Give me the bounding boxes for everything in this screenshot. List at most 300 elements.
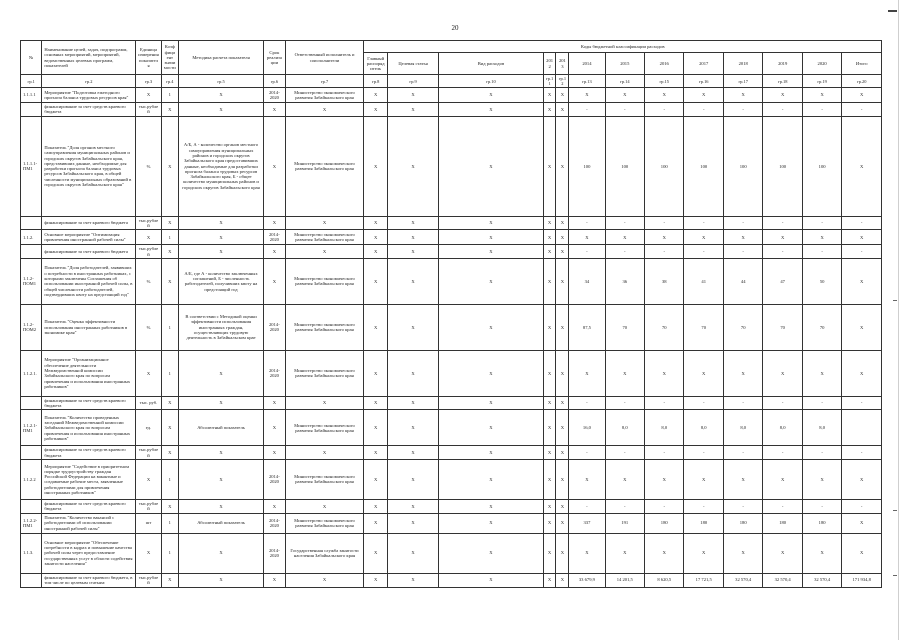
table-cell: X <box>439 513 544 533</box>
table-cell: X <box>364 103 387 117</box>
table-cell: X <box>387 245 438 259</box>
table-cell: X <box>556 350 569 396</box>
header-year: 2013 <box>556 53 569 75</box>
table-cell: 2014-2020 <box>264 88 285 103</box>
row-name: Основное мероприятие "Оптимизация привлечения иностранной рабочей силы" <box>42 230 136 245</box>
table-cell: X <box>161 499 178 513</box>
table-cell: 180 <box>802 513 841 533</box>
table-cell: X <box>364 513 387 533</box>
table-cell: X <box>763 350 802 396</box>
table-cell: X <box>723 88 762 103</box>
table-cell: - <box>684 245 723 259</box>
table-cell: X <box>556 116 569 216</box>
table-cell: X <box>178 88 263 103</box>
table-cell: X <box>723 533 762 573</box>
table-cell: X <box>605 459 644 499</box>
table-cell: X <box>264 116 285 216</box>
table-cell: X <box>556 533 569 573</box>
table-cell: 1 <box>161 533 178 573</box>
table-cell: - <box>684 216 723 230</box>
table-cell: X <box>543 258 556 304</box>
table-cell: - <box>842 396 882 410</box>
row-name: финансирование за счет краевого бюджета <box>42 245 136 259</box>
table-cell: - <box>605 216 644 230</box>
header-executor: Ответственный исполнитель и соисполнители <box>285 41 364 75</box>
table-cell: X <box>842 513 882 533</box>
program-table <box>20 40 882 588</box>
table-row <box>21 245 882 259</box>
table-cell: 41 <box>684 258 723 304</box>
header-year: 2014 <box>569 53 605 75</box>
row-code: 1.1.2.2 <box>21 459 42 499</box>
table-cell: X <box>556 396 569 410</box>
table-cell: X <box>556 499 569 513</box>
table-cell: 2014-2020 <box>264 230 285 245</box>
table-cell: X <box>285 396 364 410</box>
column-number: гр.18 <box>763 75 802 88</box>
table-cell: X <box>556 245 569 259</box>
table-cell: X <box>439 103 544 117</box>
column-number: гр.2 <box>42 75 136 88</box>
table-cell: X <box>439 396 544 410</box>
table-cell: X <box>543 245 556 259</box>
table-cell: X <box>763 88 802 103</box>
table-cell: X <box>543 350 556 396</box>
column-number: гр.20 <box>842 75 882 88</box>
table-cell: X <box>364 499 387 513</box>
table-cell: 14 201,5 <box>605 573 644 587</box>
table-cell: - <box>569 446 605 460</box>
table-cell: X <box>439 573 544 587</box>
table-row <box>21 88 882 103</box>
table-cell: X <box>136 533 162 573</box>
table-cell: 47 <box>763 258 802 304</box>
table-cell: X <box>285 216 364 230</box>
table-cell: - <box>763 216 802 230</box>
table-cell: - <box>605 446 644 460</box>
table-cell: X <box>763 459 802 499</box>
table-cell: 32 570,4 <box>723 573 762 587</box>
table-cell: - <box>802 499 841 513</box>
column-number: гр.10 <box>439 75 544 88</box>
table-cell: X <box>684 88 723 103</box>
table-cell: А/Б, А - количество органов местного самоуправления муниципальных районов и городских округов Забайкальского края предоставивших данные, необходимые для разработки прогноза баланса трудовых ресурсов Забайкальского края, Б - общее количество муниципальных районов и городских округов Забайкальского края <box>178 116 263 216</box>
table-cell: тыс.рублей <box>136 499 162 513</box>
row-code: 1.1.3. <box>21 533 42 573</box>
table-cell: X <box>543 499 556 513</box>
table-cell: 32 570,4 <box>802 573 841 587</box>
table-cell: 100 <box>605 116 644 216</box>
header-year: 2019 <box>763 53 802 75</box>
table-cell: X <box>605 88 644 103</box>
table-cell: X <box>439 350 544 396</box>
table-cell: - <box>569 245 605 259</box>
header-term: Срок реализации <box>264 41 285 75</box>
column-number: гр.4 <box>161 75 178 88</box>
table-row <box>21 116 882 216</box>
table-row <box>21 258 882 304</box>
table-cell: - <box>802 446 841 460</box>
table-cell: 70 <box>684 304 723 350</box>
table-cell: - <box>569 216 605 230</box>
table-cell: X <box>387 573 438 587</box>
row-code: 1.1.2-ПОМ2 <box>21 304 42 350</box>
table-cell: X <box>842 258 882 304</box>
column-number: гр.13 <box>569 75 605 88</box>
row-name: Показатель "Количество проведенных заседаний Межведомственной комиссии Забайкальского края по вопросам привлечения и использования иностранных работников" <box>42 410 136 446</box>
table-cell: X <box>439 230 544 245</box>
table-cell: X <box>178 216 263 230</box>
row-name: финансирование за счет средств краевого бюджета <box>42 396 136 410</box>
table-cell: Министерство экономического развития Забайкальского края <box>285 258 364 304</box>
table-cell: X <box>264 103 285 117</box>
table-cell: X <box>387 459 438 499</box>
table-cell: X <box>178 533 263 573</box>
table-cell: 1 <box>161 350 178 396</box>
table-cell: - <box>645 103 684 117</box>
row-name: Мероприятие "Организационное обеспечение деятельности Межведомственной комиссии Забайкальского края по вопросам привлечения и использования иностранных работников" <box>42 350 136 396</box>
table-cell: X <box>569 88 605 103</box>
row-code <box>21 573 42 587</box>
table-cell: - <box>763 103 802 117</box>
row-name: финансирование за счет краевого бюджета <box>42 216 136 230</box>
table-cell: 8 620,5 <box>645 573 684 587</box>
table-cell: X <box>178 446 263 460</box>
table-cell: - <box>763 245 802 259</box>
table-cell: X <box>136 88 162 103</box>
table-cell: X <box>364 350 387 396</box>
table-cell: 100 <box>723 116 762 216</box>
row-name: финансирование за счет средств краевого бюджета <box>42 446 136 460</box>
table-cell: - <box>723 499 762 513</box>
table-cell: X <box>556 230 569 245</box>
table-cell: X <box>556 573 569 587</box>
table-cell: X <box>723 350 762 396</box>
table-cell: X <box>802 350 841 396</box>
table-cell: X <box>439 459 544 499</box>
table-cell: тыс.рублей <box>136 103 162 117</box>
table-cell: X <box>364 410 387 446</box>
table-cell: X <box>569 350 605 396</box>
table-cell: X <box>543 116 556 216</box>
row-code: 1.1.2.2-ПМ1 <box>21 513 42 533</box>
table-cell: X <box>178 103 263 117</box>
table-cell: 8,0 <box>605 410 644 446</box>
row-name: Показатель "Оценка эффективности использования иностранных работников в экономике края" <box>42 304 136 350</box>
table-cell: X <box>556 88 569 103</box>
table-cell: % <box>136 304 162 350</box>
table-cell: 2014-2020 <box>264 459 285 499</box>
table-cell: X <box>556 459 569 499</box>
row-name: финансирование за счет средств краевого бюджета <box>42 499 136 513</box>
table-cell: X <box>161 573 178 587</box>
column-number: гр.12 <box>556 75 569 88</box>
table-cell: 70 <box>723 304 762 350</box>
row-code <box>21 396 42 410</box>
table-cell: X <box>543 533 556 573</box>
table-cell: X <box>605 533 644 573</box>
table-cell: X <box>723 459 762 499</box>
table-cell: X <box>645 533 684 573</box>
table-cell: X <box>364 446 387 460</box>
table-cell: X <box>569 533 605 573</box>
table-cell: X <box>802 533 841 573</box>
header-year: 2016 <box>645 53 684 75</box>
table-cell: X <box>439 446 544 460</box>
table-cell: - <box>763 499 802 513</box>
table-cell: - <box>645 245 684 259</box>
table-cell: % <box>136 258 162 304</box>
table-cell: X <box>605 230 644 245</box>
table-cell: X <box>543 459 556 499</box>
table-cell: X <box>842 88 882 103</box>
table-cell: X <box>161 446 178 460</box>
column-number: гр.9 <box>387 75 438 88</box>
table-cell: X <box>543 304 556 350</box>
table-cell: 36 <box>605 258 644 304</box>
row-code: 1.1.2-ПОМ1 <box>21 258 42 304</box>
table-cell: X <box>387 258 438 304</box>
column-number: гр.15 <box>645 75 684 88</box>
table-cell: 70 <box>645 304 684 350</box>
table-cell: Министерство экономического развития Забайкальского края <box>285 116 364 216</box>
table-cell: 171 934,8 <box>842 573 882 587</box>
table-cell: - <box>763 396 802 410</box>
table-cell: X <box>178 396 263 410</box>
table-cell: 2014-2020 <box>264 304 285 350</box>
header-num: № <box>21 41 42 75</box>
table-cell: 8,0 <box>645 410 684 446</box>
table-cell: X <box>136 230 162 245</box>
table-cell: шт <box>136 513 162 533</box>
table-cell: X <box>439 533 544 573</box>
table-cell: 38 <box>645 258 684 304</box>
table-cell: X <box>387 216 438 230</box>
row-code <box>21 216 42 230</box>
table-cell: X <box>556 304 569 350</box>
table-cell: В соответствии с Методикой оценки эффективности использования иностранных граждан, осуществляющих трудовую деятельность в Забайкальском крае <box>178 304 263 350</box>
table-cell: X <box>387 513 438 533</box>
table-cell: 34 <box>569 258 605 304</box>
table-cell: А/Б, где А - количество заключенных соглашений, Б - численность работодателей, получивших квоту на предстоящий год <box>178 258 263 304</box>
table-cell: X <box>605 350 644 396</box>
column-number: гр.16 <box>684 75 723 88</box>
table-cell: X <box>364 459 387 499</box>
table-cell: X <box>684 230 723 245</box>
table-cell: X <box>364 88 387 103</box>
table-row <box>21 230 882 245</box>
table-cell: Абсолютный показатель <box>178 410 263 446</box>
table-cell: X <box>387 230 438 245</box>
table-cell: - <box>723 216 762 230</box>
row-name: Показатель "Доля работодателей, заявивших о потребности в иностранных работниках, с которыми заключены Соглашения об использовании иностранной рабочей силы, в общей численности работодателей, подтвердивших квоту на предстоящий год" <box>42 258 136 304</box>
table-cell: X <box>364 258 387 304</box>
table-cell: 8,0 <box>763 410 802 446</box>
table-cell: X <box>543 573 556 587</box>
table-cell: - <box>684 396 723 410</box>
header-year: 2018 <box>723 53 762 75</box>
table-cell: X <box>439 410 544 446</box>
table-row <box>21 459 882 499</box>
table-cell: - <box>645 446 684 460</box>
table-cell: 100 <box>802 116 841 216</box>
header-year: 2015 <box>605 53 644 75</box>
table-cell: X <box>161 410 178 446</box>
table-cell: X <box>387 533 438 573</box>
edge-tick <box>893 575 897 576</box>
table-cell: тыс.рублей <box>136 446 162 460</box>
table-cell: тыс. руб. <box>136 396 162 410</box>
table-cell: X <box>364 533 387 573</box>
table-cell: 1 <box>161 459 178 499</box>
column-number: гр.19 <box>802 75 841 88</box>
table-cell: - <box>605 499 644 513</box>
table-cell: 180 <box>763 513 802 533</box>
table-cell: X <box>842 459 882 499</box>
table-cell: 8,0 <box>684 410 723 446</box>
table-cell: X <box>178 350 263 396</box>
table-cell: X <box>264 216 285 230</box>
table-cell: X <box>264 573 285 587</box>
table-cell: X <box>161 245 178 259</box>
corner-mark <box>888 10 897 12</box>
table-cell: 100 <box>569 116 605 216</box>
table-cell: 180 <box>723 513 762 533</box>
table-cell: - <box>605 396 644 410</box>
column-numbers-row <box>21 75 882 88</box>
header-method: Методика расчета показателя <box>178 41 263 75</box>
table-cell: X <box>178 230 263 245</box>
table-cell: X <box>543 230 556 245</box>
table-cell: X <box>364 216 387 230</box>
table-cell: - <box>684 499 723 513</box>
table-cell: X <box>264 410 285 446</box>
table-cell: тыс.рублей <box>136 216 162 230</box>
header-year: 2017 <box>684 53 723 75</box>
header-gr: Главный распорядитель <box>364 53 387 75</box>
row-name: Мероприятие "Подготовка ежегодного прогноза баланса трудовых ресурсов края" <box>42 88 136 103</box>
table-cell: X <box>763 230 802 245</box>
table-cell: 16,0 <box>569 410 605 446</box>
header-vr: Вид расходов <box>439 53 544 75</box>
row-name: Основное мероприятие "Обеспечение потребности в кадрах и повышение качества рабочей силы через предоставление государственных услуг в области содействия занятости населения" <box>42 533 136 573</box>
table-cell: X <box>842 350 882 396</box>
table-cell: - <box>842 216 882 230</box>
table-cell: X <box>161 116 178 216</box>
table-cell: X <box>178 499 263 513</box>
table-cell: X <box>723 230 762 245</box>
row-code <box>21 245 42 259</box>
table-cell: Министерство экономического развития Забайкальского края <box>285 513 364 533</box>
table-cell: 100 <box>645 116 684 216</box>
header-year: Итого <box>842 53 882 75</box>
table-cell: X <box>285 245 364 259</box>
table-cell: X <box>556 513 569 533</box>
header-unit: Единица измерения показателя <box>136 41 162 75</box>
table-cell: - <box>684 446 723 460</box>
table-cell: X <box>285 103 364 117</box>
table-cell: X <box>684 533 723 573</box>
table-cell: 337 <box>569 513 605 533</box>
table-cell: X <box>264 245 285 259</box>
table-cell: - <box>684 103 723 117</box>
table-cell: - <box>842 103 882 117</box>
header-row-1 <box>21 41 882 53</box>
table-cell: X <box>285 573 364 587</box>
table-row <box>21 499 882 513</box>
table-cell: X <box>364 245 387 259</box>
table-cell: - <box>605 103 644 117</box>
table-cell: - <box>569 396 605 410</box>
table-cell: - <box>763 446 802 460</box>
row-name: Показатель "Количество вакансий с работодателями об использовании иностранной рабочей силы" <box>42 513 136 533</box>
table-cell: тыс.рублей <box>136 245 162 259</box>
edge-tick <box>893 510 897 511</box>
table-cell: - <box>569 103 605 117</box>
header-name: Наименование целей, задач, подпрограмм, основных мероприятий, мероприятий, ведомственных целевых программ, показателей <box>42 41 136 75</box>
table-cell: Министерство экономического развития Забайкальского края <box>285 410 364 446</box>
table-cell: - <box>842 245 882 259</box>
table-cell: 1 <box>161 304 178 350</box>
table-cell: X <box>387 103 438 117</box>
table-cell: X <box>387 396 438 410</box>
table-cell: 70 <box>763 304 802 350</box>
table-cell: 33 679,9 <box>569 573 605 587</box>
table-cell: - <box>802 396 841 410</box>
table-cell: - <box>723 396 762 410</box>
table-cell: X <box>569 459 605 499</box>
row-name: Мероприятие "Содействие в приоритетном порядке трудоустройству граждан Российской Федерации на вакантные и создаваемые рабочие места, заявленные работодателями для привлечения иностранных работников" <box>42 459 136 499</box>
table-cell <box>842 410 882 446</box>
row-code: 1.1.1.1 <box>21 88 42 103</box>
table-cell: X <box>543 103 556 117</box>
table-cell: X <box>556 410 569 446</box>
row-code <box>21 103 42 117</box>
table-cell: X <box>387 350 438 396</box>
table-row <box>21 103 882 117</box>
row-code: 1.1.2.1. <box>21 350 42 396</box>
table-cell: Государственная служба занятости населения Забайкальского края <box>285 533 364 573</box>
table-cell: 2014-2020 <box>264 350 285 396</box>
table-cell: X <box>364 116 387 216</box>
table-cell: X <box>439 116 544 216</box>
table-cell: X <box>556 258 569 304</box>
table-cell: 50 <box>802 258 841 304</box>
row-code: 1.1.2. <box>21 230 42 245</box>
row-code <box>21 446 42 460</box>
table-cell: X <box>387 304 438 350</box>
row-code <box>21 499 42 513</box>
column-number: гр.3 <box>136 75 162 88</box>
table-cell: X <box>684 350 723 396</box>
header-year: 2012 <box>543 53 556 75</box>
table-cell: 87,5 <box>569 304 605 350</box>
table-cell: X <box>543 88 556 103</box>
table-row <box>21 396 882 410</box>
table-cell: тыс.рублей <box>136 573 162 587</box>
table-cell: X <box>569 230 605 245</box>
table-cell: 1 <box>161 513 178 533</box>
table-cell: X <box>387 499 438 513</box>
row-code: 1.1.2.1-ПМ1 <box>21 410 42 446</box>
table-cell: X <box>387 446 438 460</box>
table-cell: - <box>569 499 605 513</box>
table-cell: X <box>439 499 544 513</box>
page-edge <box>898 0 901 640</box>
table-cell: X <box>178 245 263 259</box>
table-cell: X <box>161 216 178 230</box>
table-cell: X <box>387 410 438 446</box>
